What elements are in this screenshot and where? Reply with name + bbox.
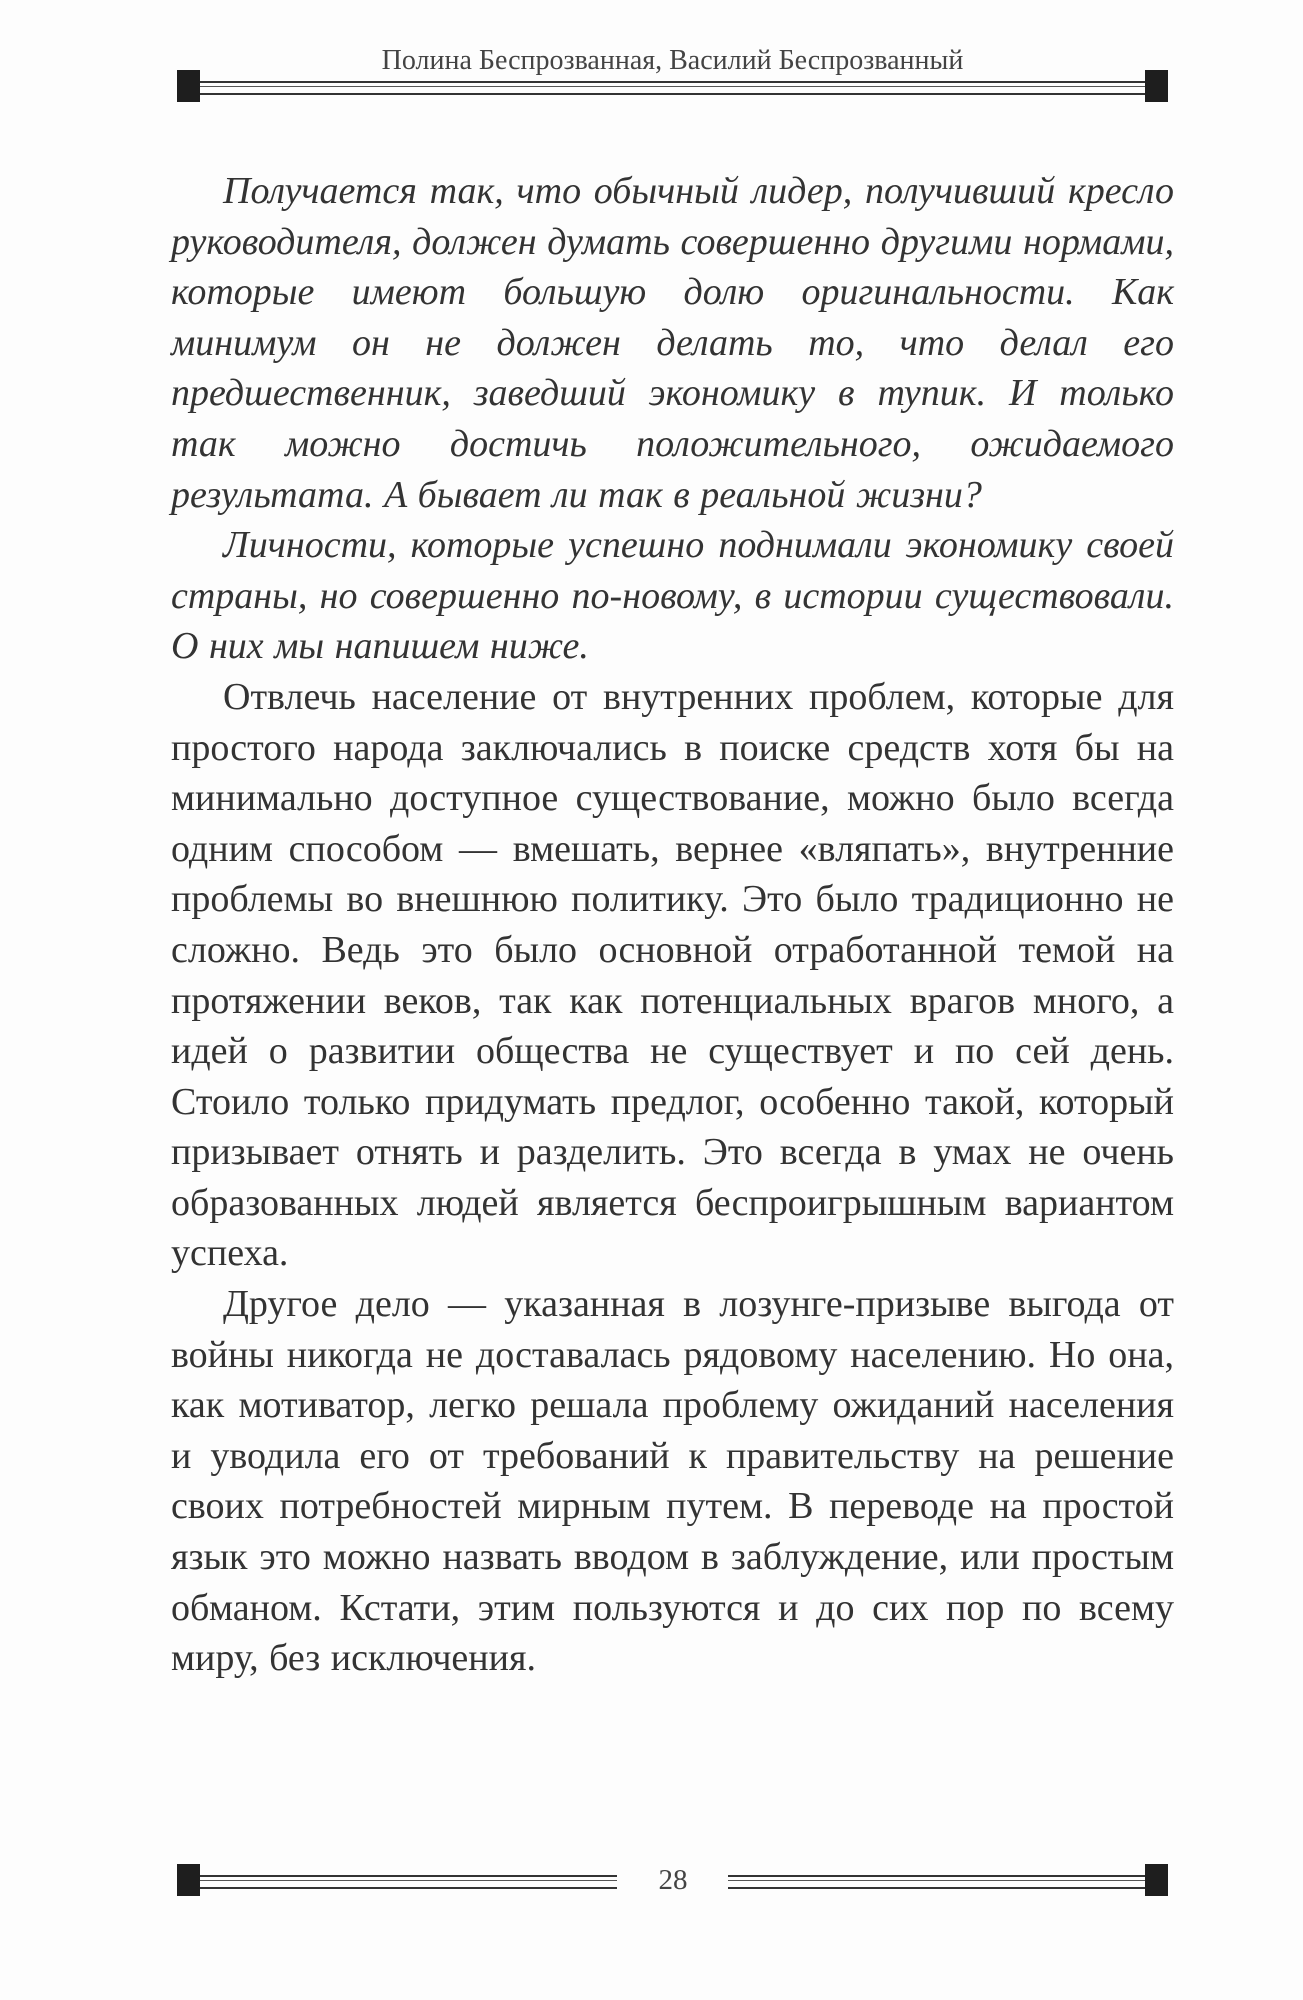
- page-body: [171, 166, 1174, 1684]
- header-rule: [177, 70, 1168, 102]
- paragraph-2: Личности, которые успешно поднимали экономику своей страны, но совершенно по-новому, в истории существовали. О них мы напишем ниже.: [171, 524, 1174, 668]
- rule-end-block: [1145, 1864, 1168, 1896]
- paragraph-4: Другое дело — указанная в лозунге-призыве выгода от войны никогда не доставалась рядовому населению. Но она, как мотиватор, легко решала проблему ожиданий населения и уводила его от требований к правительству на решение своих потребностей мирным путем. В переводе на простой язык это можно назвать вводом в заблуждение, или простым обманом. Кстати, этим пользуются и до сих пор по всему миру, без исключения.: [171, 1283, 1174, 1680]
- rule-lines: [728, 1875, 1145, 1889]
- rule-lines: [200, 81, 1145, 95]
- running-head-authors: Полина Беспрозванная, Василий Беспрозванный: [381, 45, 964, 76]
- paragraph-3: Отвлечь население от внутренних проблем, которые для простого народа заключались в поиске средств хотя бы на минимально доступное существование, можно было всегда одним способом — вмешать, вернее «вляпать», внутренние проблемы во внешнюю политику. Это было традиционно не сложно. Ведь это было основной отработанной темой на протяжении веков, так как потенциальных врагов много, а идей о развитии общества не существует и по сей день. Стоило только придумать предлог, особенно такой, который призывает отнять и разделить. Это всегда в умах не очень образованных людей является беспроигрышным вариантом успеха.: [171, 675, 1174, 1275]
- rule-end-block: [177, 70, 200, 102]
- page-number: 28: [658, 1864, 688, 1896]
- footer-rule: [177, 1864, 1168, 1896]
- rule-end-block: [1145, 70, 1168, 102]
- rule-lines: [200, 1875, 617, 1889]
- rule-end-block: [177, 1864, 200, 1896]
- paragraph-1: Получается так, что обычный лидер, получивший кресло руководителя, должен думать совершенно другими нормами, которые имеют большую долю оригинальности. Как минимум он не должен делать то, что делал его предшественник, заведший экономику в тупик. И только так можно достичь положительного, ожидаемого результата. А бывает ли так в реальной жизни?: [171, 170, 1174, 516]
